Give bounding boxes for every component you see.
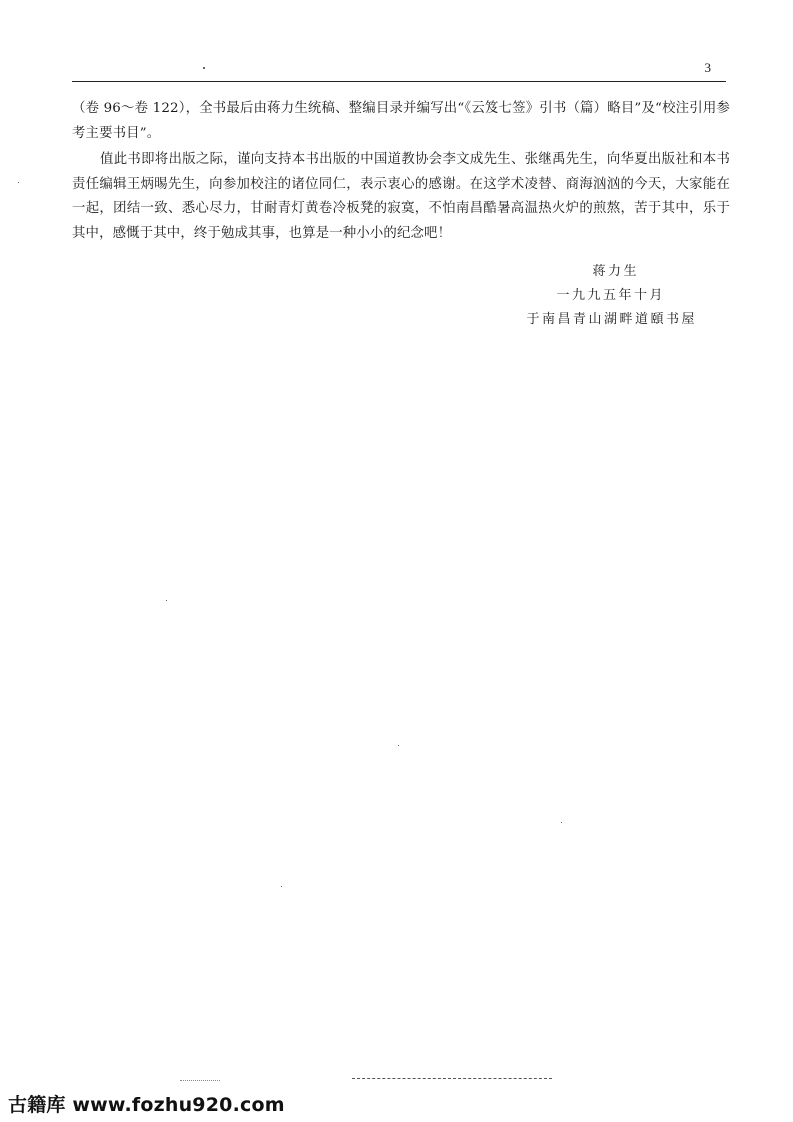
scan-speck — [203, 67, 205, 69]
body-text — [72, 97, 730, 247]
signature-date: 一九九五年十月 — [556, 288, 665, 303]
scan-speck — [561, 822, 562, 823]
scan-speck — [281, 886, 282, 887]
page-number: 3 — [704, 60, 711, 75]
header-rule — [72, 81, 726, 82]
signature-block — [437, 260, 697, 332]
paragraph: 值此书即将出版之际，谨向支持本书出版的中国道教协会李文成先生、张继禹先生，向华夏出版社和本书责任编辑王炳晹先生，向参加校注的诸位同仁，表示衷心的感谢。在这学术凌替、商海汹汹的今天，大家能在一起，团结一致、悉心尽力，甘耐青灯黄卷冷板凳的寂寞，不怕南昌酷暑高温热火炉的煎熬，苦于其中，乐于其中，感慨于其中，终于勉成其事，也算是一种小小的纪念吧！ — [72, 152, 730, 241]
scan-speck — [18, 182, 19, 183]
signature-author: 蒋力生 — [592, 264, 639, 279]
scan-speck — [398, 745, 399, 746]
paragraph: （卷 96～卷 122），全书最后由蒋力生统稿、整编目录并编写出“《云笈七签》引书（篇）略目”及“校注引用参考主要书目”。 — [72, 101, 730, 141]
signature-place: 于南昌青山湖畔道頤书屋 — [526, 312, 697, 327]
scan-speck — [166, 600, 167, 601]
footer-rule — [352, 1078, 552, 1079]
footer-rule-left — [180, 1080, 220, 1081]
site-watermark: 古籍库 www.fozhu920.com — [8, 1094, 285, 1116]
